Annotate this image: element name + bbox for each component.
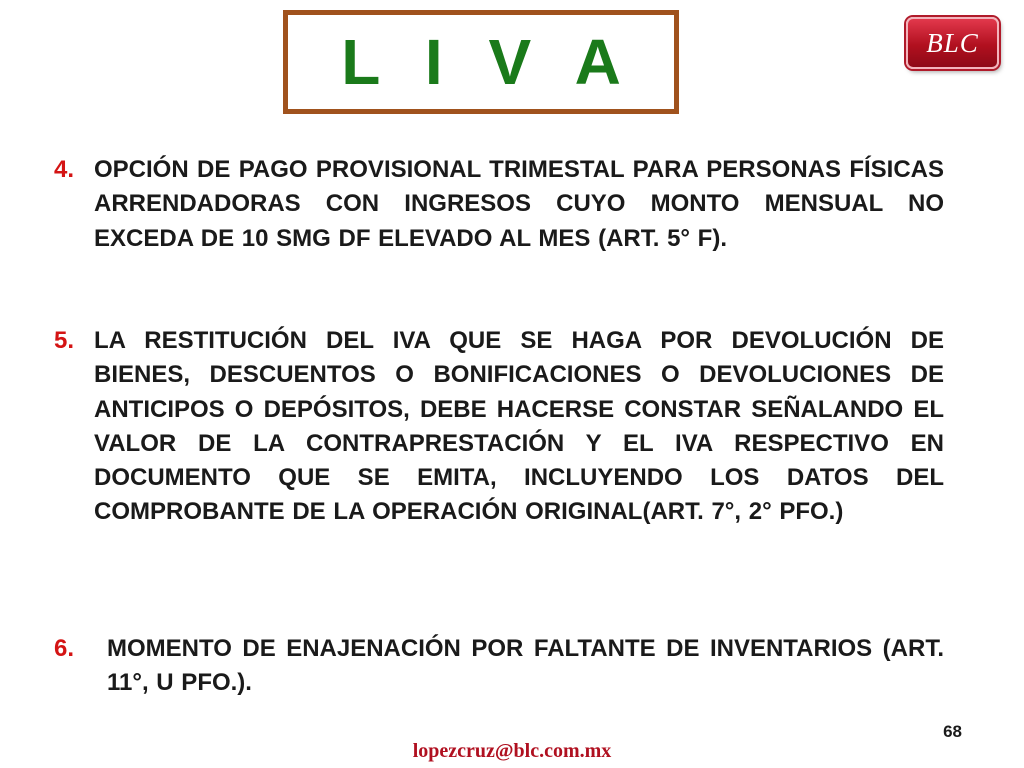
item-number: 4. bbox=[54, 156, 75, 183]
page-number: 68 bbox=[943, 722, 962, 741]
item-text: LA RESTITUCIÓN DEL IVA QUE SE HAGA POR DEVOLUCIÓN DE BIENES, DESCUENTOS O BONIFICACIONES O DEVOLUCIONES DE ANTICIPOS O DEPÓSITOS, DEBE HACERSE CONSTAR SEÑALANDO EL VALOR DE LA CONTRAPRESTACIÓN Y EL IVA RESPECTIVO EN DOCUMENTO QUE SE EMITA, INCLUYENDO LOS DATOS DEL COMPROBANTE DE LA OPERACIÓN ORIGINAL(ART. 7°, 2° PFO.) bbox=[94, 327, 944, 526]
slide-title: L I V A bbox=[341, 26, 635, 98]
item-text: MOMENTO DE ENAJENACIÓN POR FALTANTE DE INVENTARIOS (ART. 11°, U PFO.). bbox=[107, 635, 944, 697]
item-number: 5. bbox=[54, 327, 75, 354]
blc-logo bbox=[906, 17, 999, 69]
item-number: 6. bbox=[54, 635, 75, 662]
list-item-4 bbox=[54, 153, 944, 256]
list-item-5 bbox=[54, 324, 944, 530]
title-box bbox=[283, 10, 679, 114]
list-item-6 bbox=[54, 632, 944, 701]
logo-text: BLC bbox=[926, 27, 979, 58]
footer-email: lopezcruz@blc.com.mx bbox=[412, 740, 612, 762]
item-text: OPCIÓN DE PAGO PROVISIONAL TRIMESTAL PARA PERSONAS FÍSICAS ARRENDADORAS CON INGRESOS CUYO MONTO MENSUAL NO EXCEDA DE 10 SMG DF ELEVADO AL MES (ART. 5° F). bbox=[94, 156, 944, 252]
